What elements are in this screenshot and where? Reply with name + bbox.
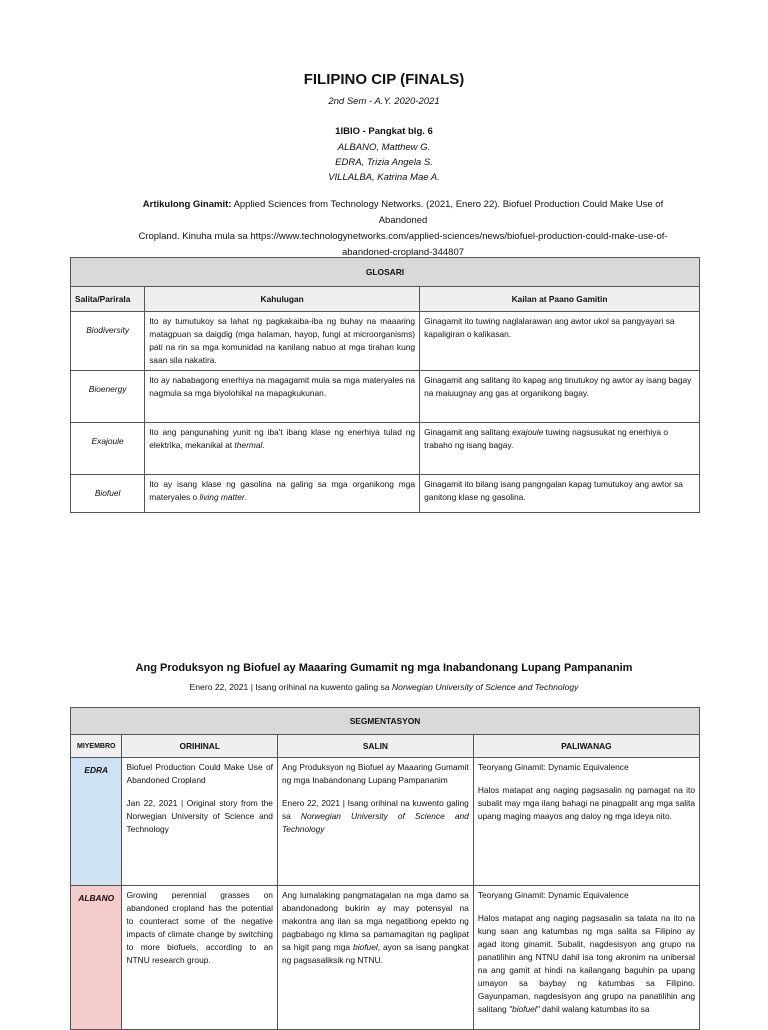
article-line: Cropland. Kinuha mula sa https://www.technologynetworks.com/applied-sciences/news/biofuel-production-could-make-use-of- [138,231,668,242]
glossary-definition: Ito ay nababagong enerhiya na magagamit mula sa mga materyales na nagmula sa mga biyolohikal na mapagkukunan. [145,371,420,423]
segmentation-heading: SEGMENTASYON [71,708,700,735]
original-text: Growing perennial grasses on abandoned cropland has the potential to counteract some of the negative impacts of climate change by switching to more biofuels, according to an NTNU research group. [122,886,277,1030]
col-header-definition: Kahulugan [145,287,420,312]
article-line: Applied Sciences from Technology Networks. (2021, Enero 22). Biofuel Production Could Make Use of Abandoned [233,199,664,226]
document-title: FILIPINO CIP (FINALS) [303,71,465,88]
story-title: Ang Produksyon ng Biofuel ay Maaaring Gumamit ng mga Inabandonang Lupang Pampananim [135,662,633,674]
glossary-usage: Ginagamit ang salitang exajoule tuwing nagsusukat ng enerhiya o trabaho ng isang bagay. [420,423,700,475]
col-header-explanation: PALIWANAG [473,735,699,758]
member-name: EDRA, Trizia Angela S. [335,157,433,168]
member-cell: ALBANO [71,886,122,1030]
glossary-heading: GLOSARI [71,258,700,287]
glossary-usage: Ginagamit ito bilang isang pangngalan kapag tumutukoy ang awtor sa ganitong klase ng gasolina. [420,475,700,513]
glossary-definition: Ito ay tumutukoy sa lahat ng pagkakaiba-iba ng buhay na maaaring matagpuan sa daigdig (mga halaman, hayop, fungi at microorganisms) pati na rin sa mga komunidad na kanilang nabuo at mga tirahan kung saan sila nakatira. [145,312,420,371]
explanation-text: Teoryang Ginamit: Dynamic Equivalence Halos matapat ang naging pagsasalin ng pamagat na ito subalit may mga ilang bahagi na pinagpalit ang mga salita upang maging maayos ang daloy ng mga ideya nito. [473,758,699,886]
member-name: VILLALBA, Katrina Mae A. [328,172,440,183]
glossary-definition: Ito ay isang klase ng gasolina na galing sa mga organikong mga materyales o living matter. [145,475,420,513]
col-header-usage: Kailan at Paano Gamitin [420,287,700,312]
translation-text: Ang Produksyon ng Biofuel ay Maaaring Gumamit ng mga Inabandonang Lupang Pampananim Enero 22, 2021 | Isang orihinal na kuwento galing sa Norwegian University of Science and Technology [277,758,473,886]
table-row [71,423,700,475]
col-header-translation: SALIN [277,735,473,758]
glossary-term: Exajoule [71,423,145,475]
group-line: 1IBIO - Pangkat blg. 6 [335,126,433,137]
translation-text: Ang lumalaking pangmatagalan na mga damo sa abandonadong bukirin ay may potensyal na makontra ang ilan sa mga negatibong epekto ng pagbabago ng klima sa pamamagitan ng paglipat sa higit pang mga biofuel, ayon sa isang pangkat ng pagsasaliksik ng NTNU. [277,886,473,1030]
article-label: Artikulong Ginamit: [142,199,232,210]
table-row [71,758,700,886]
col-header-original: ORIHINAL [122,735,277,758]
glossary-definition: Ito ang pangunahing yunit ng iba't ibang klase ng enerhiya tulad ng elektrika, mekanikal at thermal. [145,423,420,475]
semester-line: 2nd Sem - A.Y. 2020-2021 [328,96,440,107]
glossary-term: Biodiversity [71,312,145,371]
article-citation [118,197,688,261]
original-text: Biofuel Production Could Make Use of Abandoned Cropland Jan 22, 2021 | Original story from the Norwegian University of Science and Technology [122,758,277,886]
article-line: abandoned-cropland-344807 [341,247,465,258]
table-row [71,371,700,423]
glossary-table [70,257,700,513]
glossary-term: Bioenergy [71,371,145,423]
col-header-term: Salita/Parirala [71,287,145,312]
segmentation-table [70,707,700,1030]
table-row [71,475,700,513]
table-row [71,312,700,371]
table-row [71,886,700,1030]
explanation-text: Teoryang Ginamit: Dynamic Equivalence Halos matapat ang naging pagsasalin sa talata na ito na kung saan ang katumbas ng mga salita sa Filipino ay agad itong ginamit. Subalit, nagdesisyon ang grupo na panatilihin ang NTNU dahil isa tong akronim na unibersal na ang gamit at hindi na kailangang baguhin pa upang umayon sa baybay ng katumbas sa Filipino. Gayunpaman, nagdesisyon ang grupo na panatilihin ang salitang "biofuel" dahil walang katumbas ito sa [473,886,699,1030]
member-cell: EDRA [71,758,122,886]
glossary-usage: Ginagamit ang salitang ito kapag ang tinutukoy ng awtor ay isang bagay na maiuugnay ang gas at organikong bagay. [420,371,700,423]
glossary-usage: Ginagamit ito tuwing naglalarawan ang awtor ukol sa pangyayari sa kapaligiran o kalikasan. [420,312,700,371]
story-subtitle: Enero 22, 2021 | Isang orihinal na kuwento galing sa Norwegian University of Science and Technology [189,682,579,692]
col-header-member: MIYEMBRO [71,735,122,758]
glossary-term: Biofuel [71,475,145,513]
member-name: ALBANO, Matthew G. [337,142,431,153]
